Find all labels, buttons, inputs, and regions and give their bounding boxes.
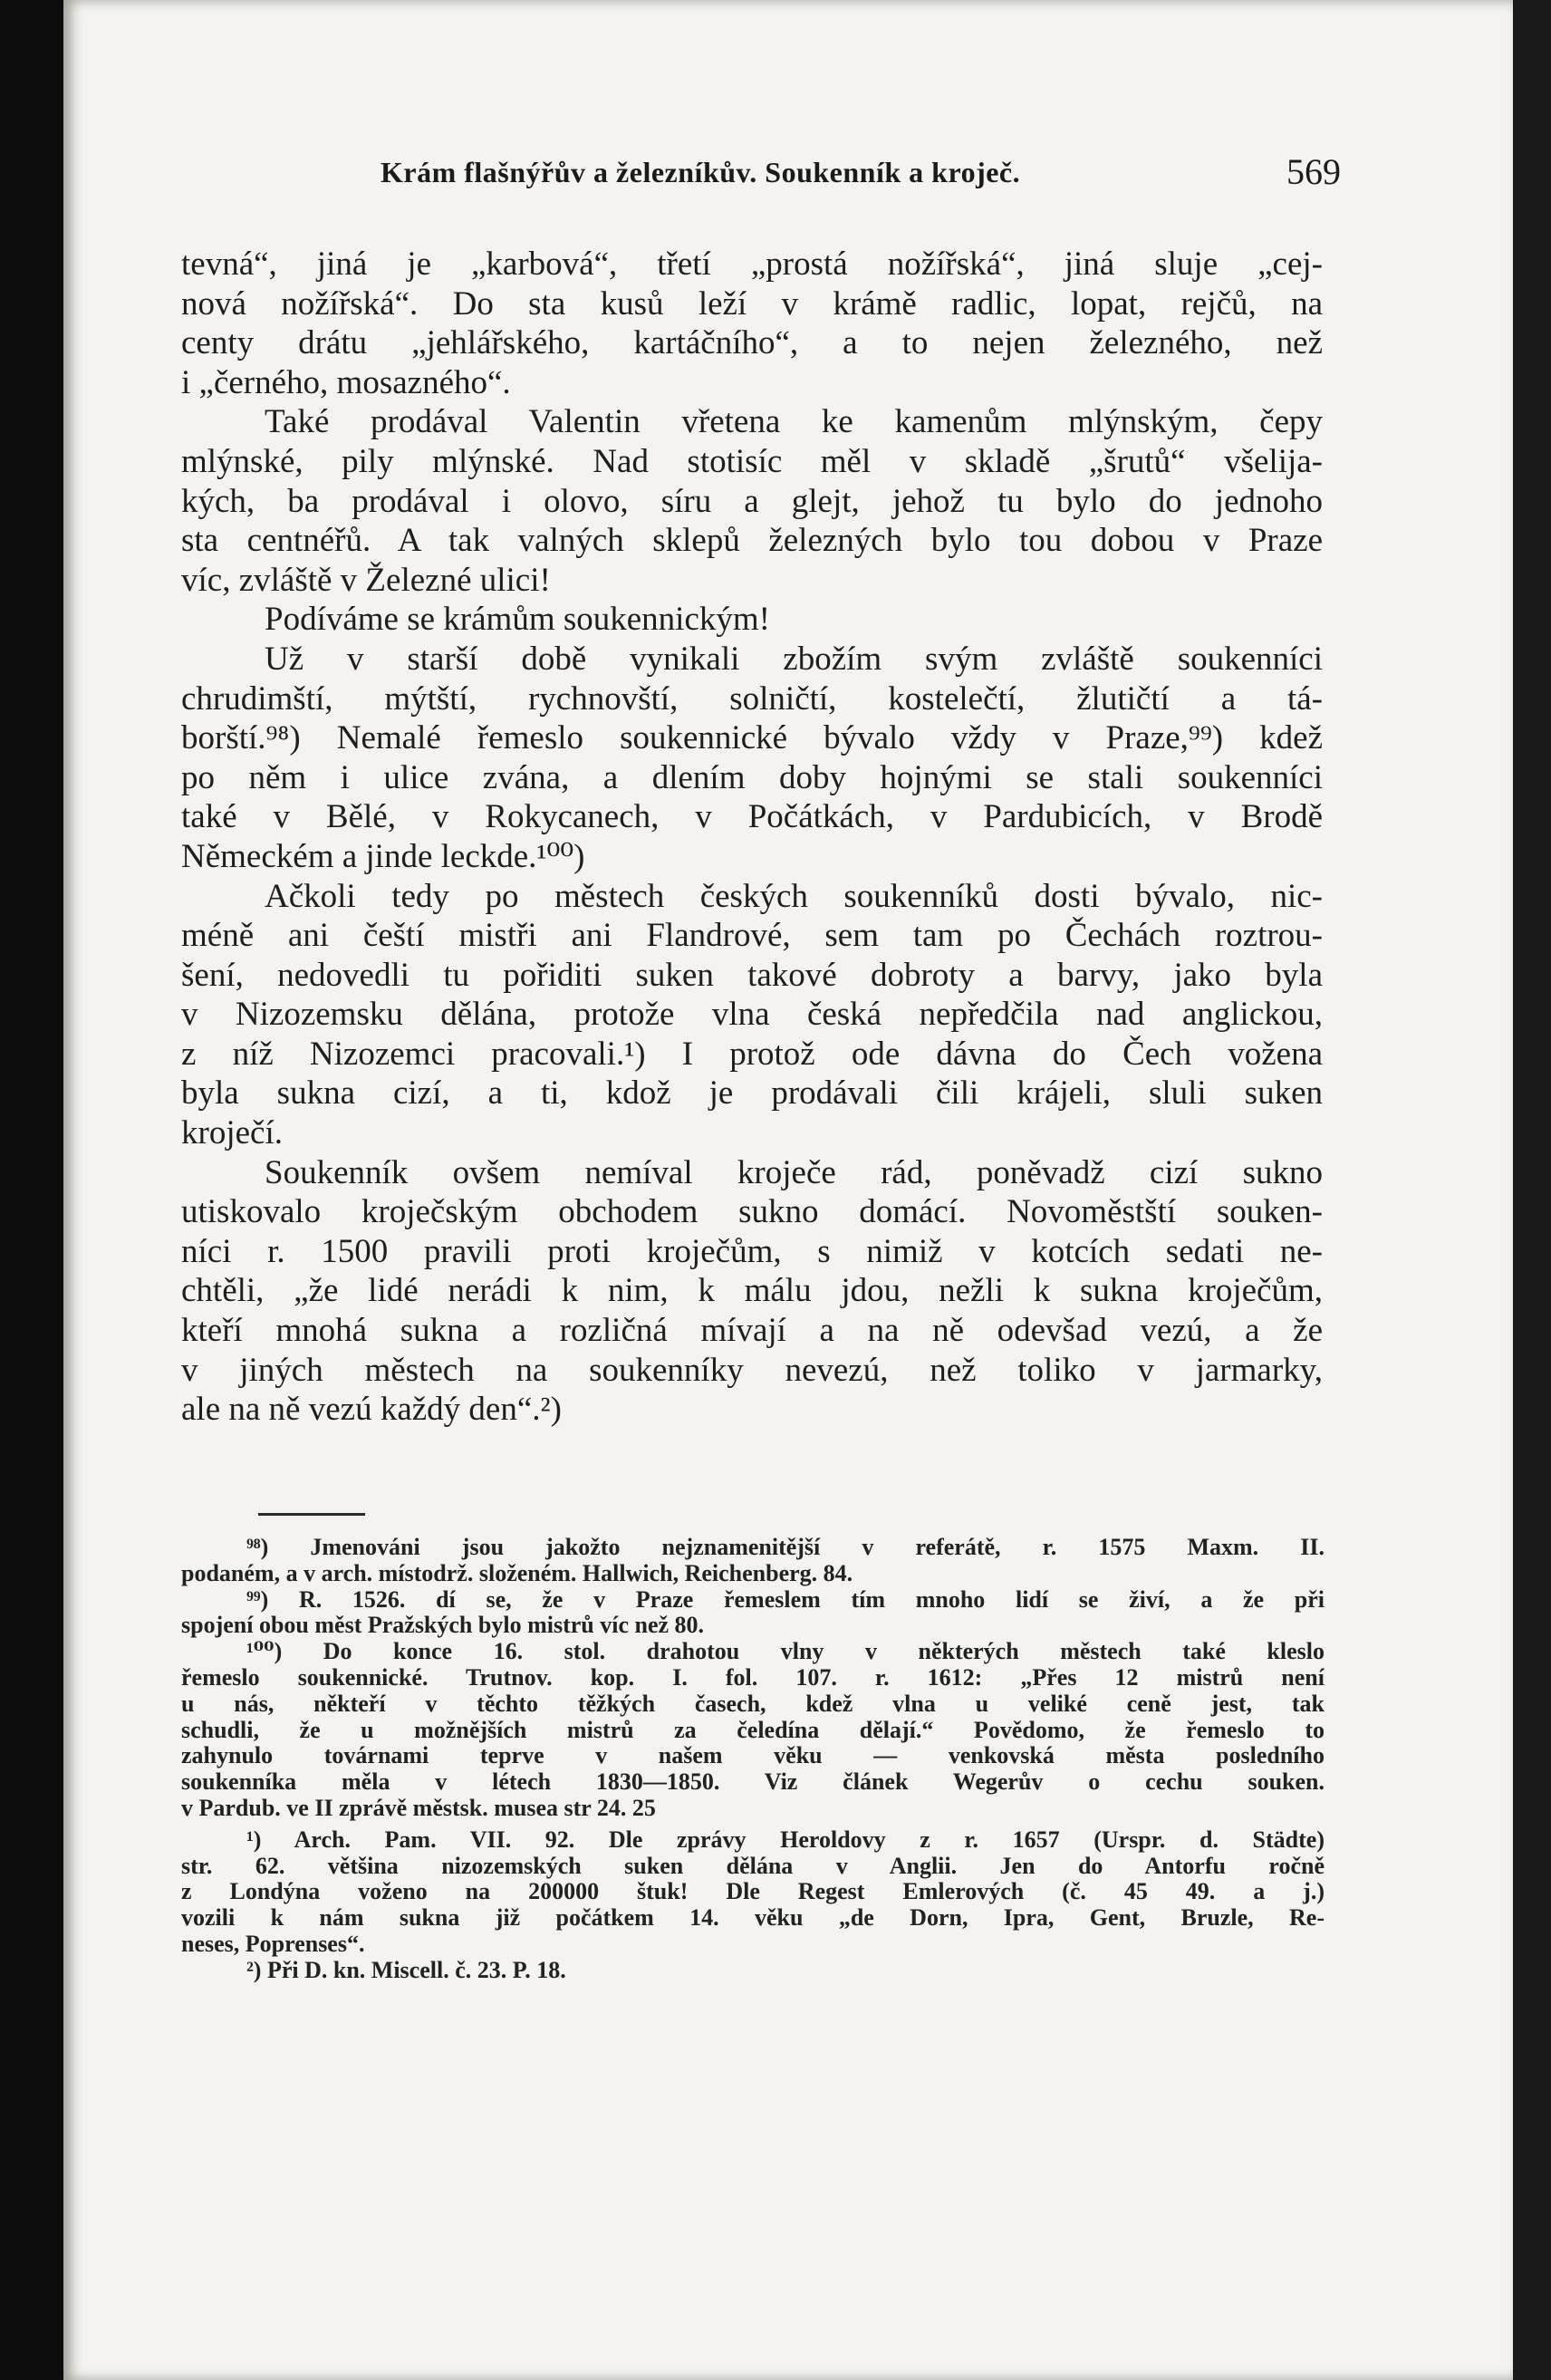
footnote-line: soukenníka měla v létech 1830—1850. Viz článek Wegerův o cechu souken. [181,1769,1325,1796]
text-line: kroječí. [181,1114,283,1152]
text-line: utiskovalo kroječským obchodem sukno domácí. Novoměstští souken- [181,1193,1323,1231]
text-line: borští.⁹⁸) Nemalé řemeslo soukennické bývalo vždy v Praze,⁹⁹) kdež [181,719,1323,757]
text-line: víc, zvláště v Železné ulici! [181,561,551,599]
footnote-line: spojení obou měst Pražských bylo mistrů víc než 80. [181,1613,705,1639]
text-line: Soukenník ovšem nemíval kroječe rád, poněvadž cizí sukno [265,1153,1323,1191]
text-line: po něm i ulice zvána, a dlením doby hojnými se stali soukenníci [181,758,1323,796]
footnote-line: ⁹⁸) Jmenováni jsou jakožto nejznamenitější v referátě, r. 1575 Maxm. II. [246,1535,1325,1560]
text-line: kteří mnohá sukna a rozličná mívají a na ně odevšad vezú, a že [181,1312,1323,1350]
footnotes [181,1535,1325,2069]
book-spine-shadow [0,0,63,2380]
footnote-line: z Londýna voženo na 200000 štuk! Dle Regest Emlerových (č. 45 49. a j.) [181,1879,1325,1905]
text-line: méně ani čeští mistři ani Flandrové, sem tam po Čechách roztrou- [181,917,1323,955]
text-line: šení, nedovedli tu pořiditi suken takové dobroty a barvy, jako byla [181,956,1323,994]
text-line: níci r. 1500 pravili proti kroječům, s nimiž v kotcích sedati ne- [181,1232,1323,1270]
text-line: v jiných městech na soukenníky nevezú, než toliko v jarmarky, [181,1351,1323,1389]
text-line: chtěli, „že lidé nerádi k nim, k málu jdou, nežli k sukna kroječům, [181,1272,1323,1310]
footnote-line: řemeslo soukennické. Trutnov. kop. I. fol. 107. r. 1612: „Přes 12 mistrů není [181,1664,1325,1691]
text-line: sta centnéřů. A tak valných sklepů železných bylo tou dobou v Praze [181,522,1323,560]
text-line: také v Bělé, v Rokycanech, v Počátkách, v Pardubicích, v Brodě [181,798,1323,836]
page-edge-dark [1513,0,1551,2380]
text-line: i „černého, mosazného“. [181,363,511,401]
text-line: Německém a jinde leckde.¹⁰⁰) [181,837,585,875]
text-line: tevná“, jiná je „karbová“, třetí „prostá nožířská“, jiná sluje „cej- [181,246,1323,283]
text-line: centy drátu „jehlářského, kartáčního“, a to nejen železného, než [181,324,1323,362]
footnote-line: vozili k nám sukna již počátkem 14. věku „de Dorn, Ipra, Gent, Bruzle, Re- [181,1905,1325,1932]
running-head: Krám flašnýřův a železníkův. Soukenník a kroječ. [381,156,1021,188]
footnote-line: podaném, a v arch. místodrž. složeném. Hallwich, Reichenberg. 84. [181,1560,853,1586]
page-number: 569 [1286,151,1341,192]
text-line: kých, ba prodával i olovo, síru a glejt, jehož tu bylo do jednoho [181,482,1323,520]
footnote-line: ²) Při D. kn. Miscell. č. 23. P. 18. [246,1957,566,1983]
footnote-line: v Pardub. ve II zprávě městsk. musea str 24. 25 [181,1795,656,1821]
page-header [381,145,1341,199]
footnote-line: neses, Poprenses“. [181,1931,365,1957]
text-line: mlýnské, pily mlýnské. Nad stotisíc měl v skladě „šrutů“ všelija- [181,442,1323,480]
footnote-line: schudli, že u možnějších mistrů za čeledína dělají.“ Povědomo, že řemeslo to [181,1717,1325,1743]
footnote-line: zahynulo továrnami teprve v našem věku — venkovská města posledního [181,1743,1325,1769]
footnote-line: str. 62. většina nizozemských suken dělána v Anglii. Jen do Antorfu ročně [181,1853,1325,1879]
text-line: v Nizozemsku dělána, protože vlna česká nepředčila nad anglickou, [181,996,1323,1034]
text-line: Už v starší době vynikali zbožím svým zvláště soukenníci [265,640,1323,678]
footnote-line: ⁹⁹) R. 1526. dí se, že v Praze řemeslem tím mnoho lidí se živí, a že při [246,1586,1325,1613]
text-line: byla sukna cizí, a ti, kdož je prodávali čili krájeli, sluli suken [181,1074,1323,1113]
footnote-line: ¹⁰⁰) Do konce 16. stol. drahotou vlny v některých městech také kleslo [246,1639,1325,1665]
text-line: Ačkoli tedy po městech českých soukenníků dosti bývalo, nic- [265,877,1323,915]
text-line: ale na ně vezú každý den“.²) [181,1391,562,1429]
text-line: z níž Nizozemci pracovali.¹) I protož ode dávna do Čech vožena [181,1035,1323,1073]
text-line: chrudimští, mýtští, rychnovští, solničtí, kostelečtí, žlutičtí a tá- [181,679,1323,718]
footnote-line: ¹) Arch. Pam. VII. 92. Dle zprávy Heroldovy z r. 1657 (Urspr. d. Städte) [246,1826,1325,1853]
main-text [181,245,1323,1486]
text-line: nová nožířská“. Do sta kusů leží v krámě radlic, lopat, rejčů, na [181,284,1323,323]
text-line: Také prodával Valentin vřetena ke kamenům mlýnským, čepy [265,403,1323,441]
footnote-separator [258,1513,365,1516]
footnote-line: u nás, někteří v těchto těžkých časech, kdež vlna u veliké ceně jest, tak [181,1691,1325,1717]
text-line: Podíváme se krámům soukennickým! [265,601,770,639]
